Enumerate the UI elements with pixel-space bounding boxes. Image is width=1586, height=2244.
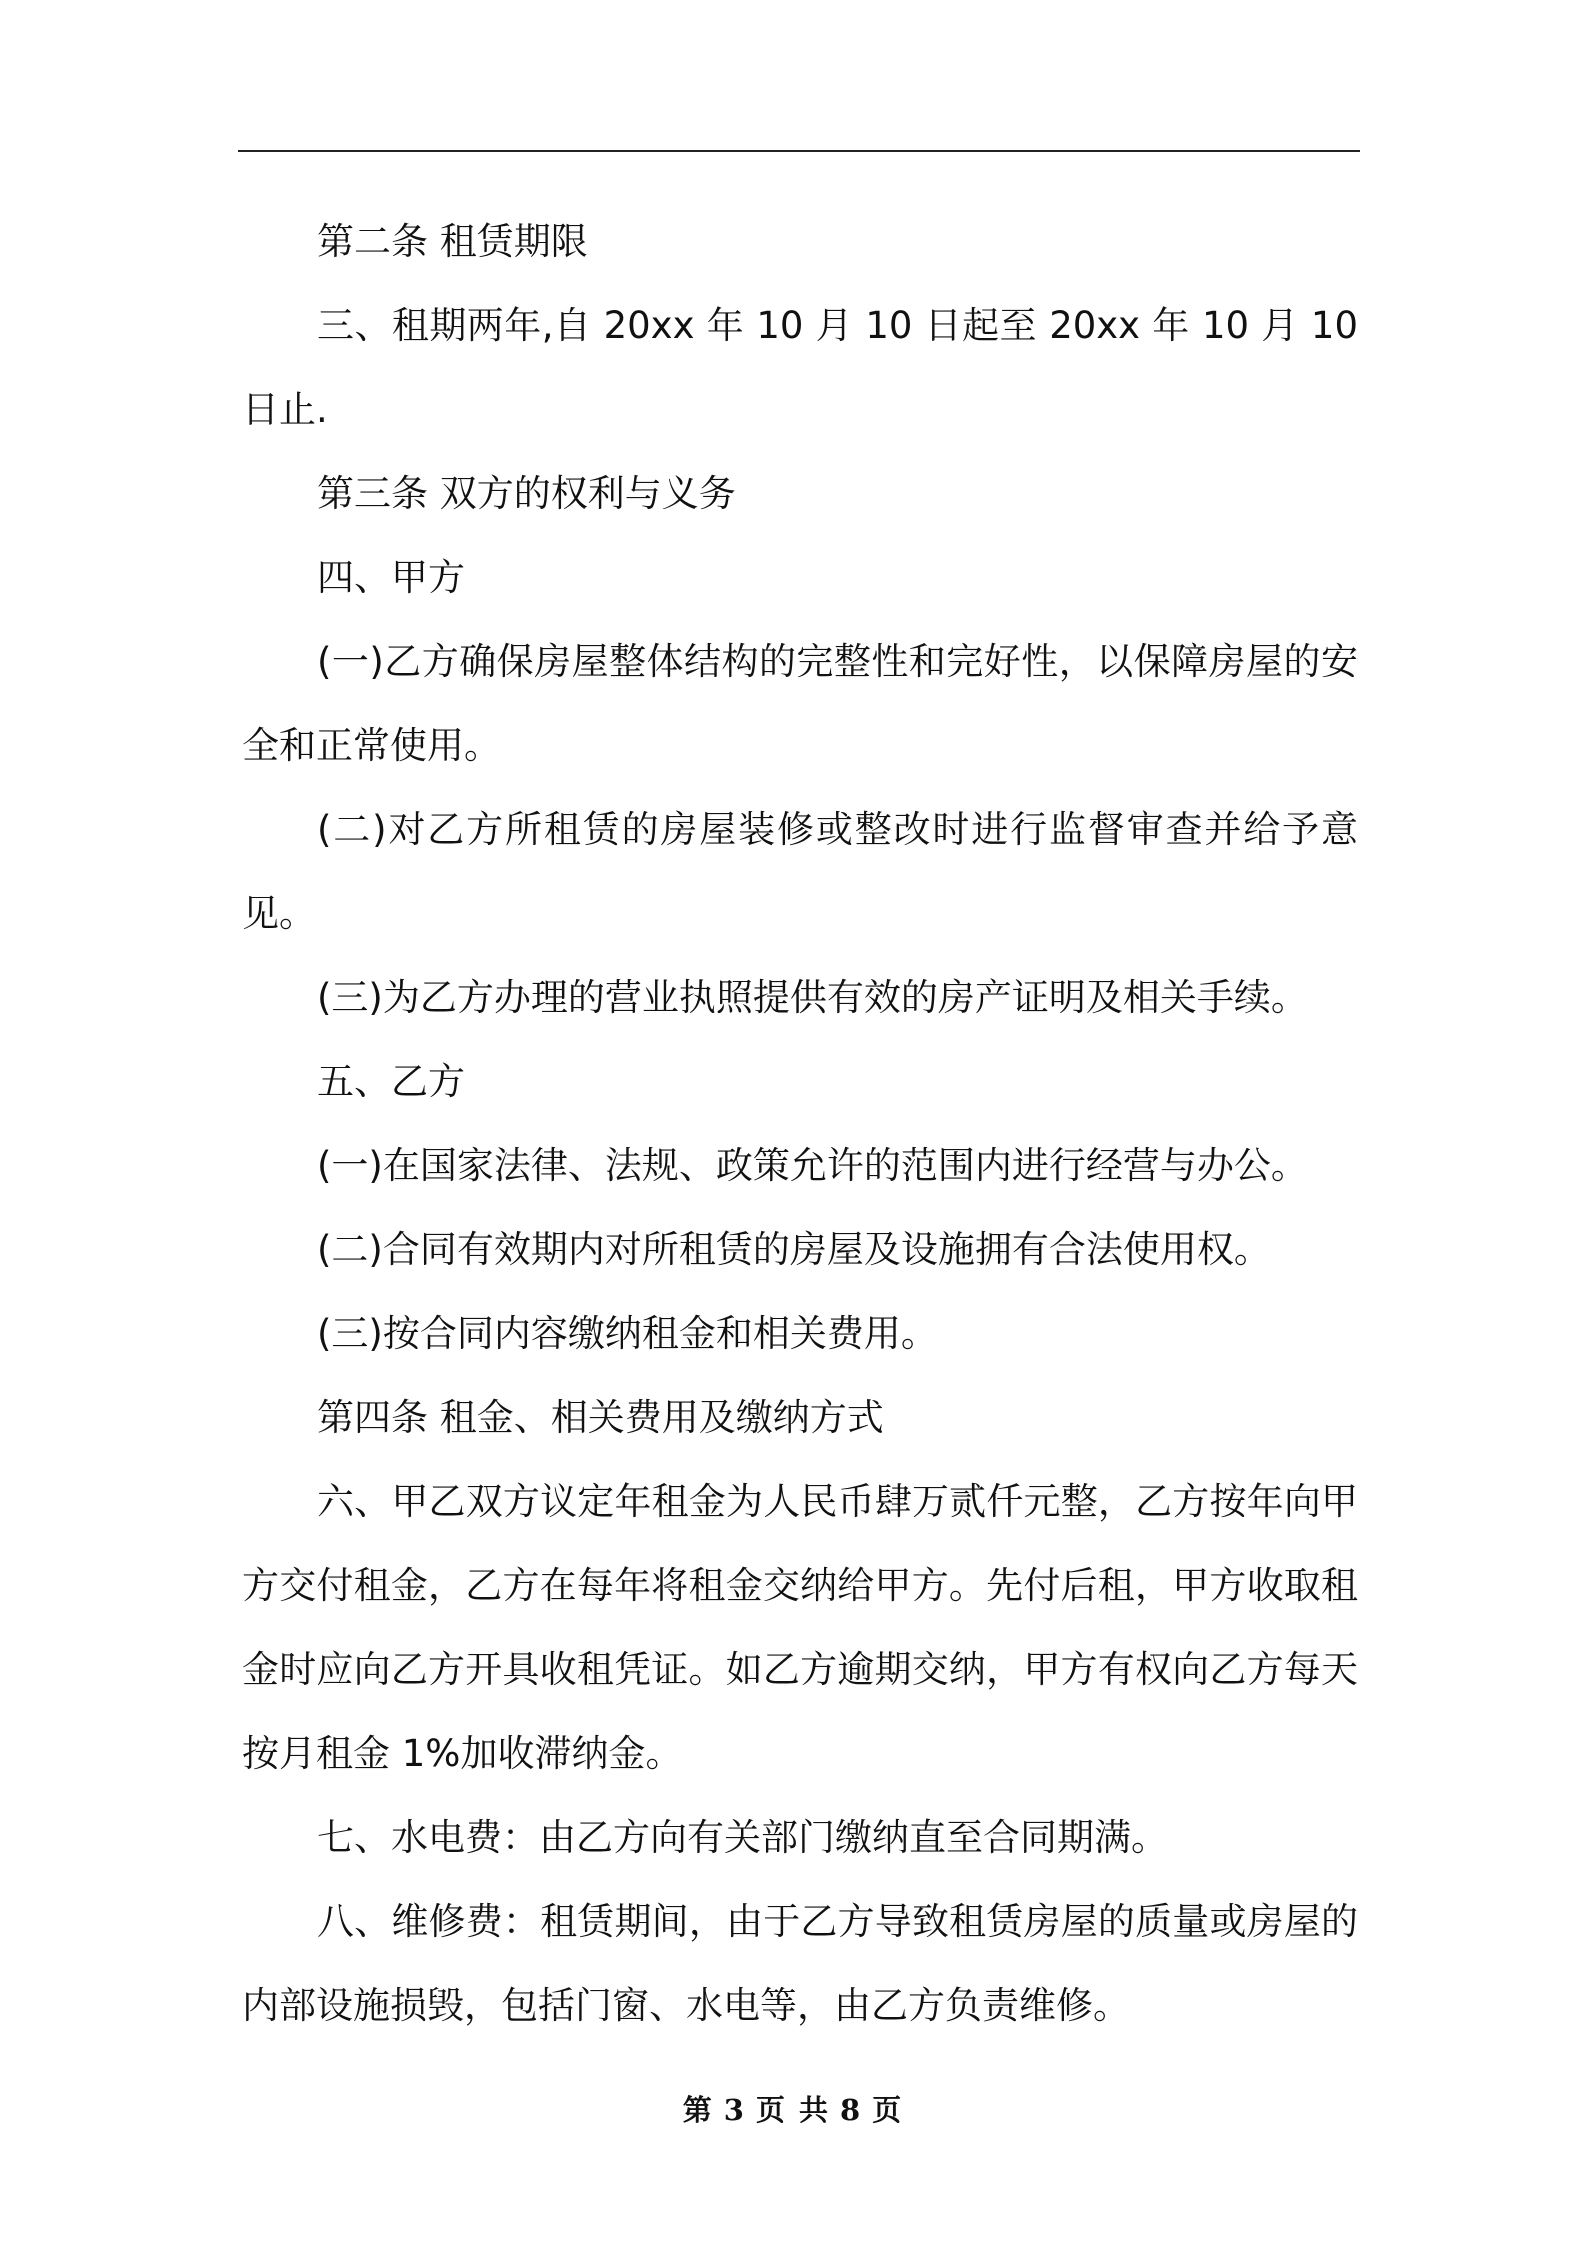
clause-4-party-a: 四、甲方 [317,556,465,599]
party-b-item-2: (二)合同有效期内对所租赁的房屋及设施拥有合法使用权。 [317,1228,1271,1271]
footer-prefix: 第 [682,2093,714,2127]
document-body [242,200,1358,2048]
party-b-item-1: (一)在国家法律、法规、政策允许的范围内进行经营与办公。 [317,1144,1308,1187]
article-3-heading: 第三条 双方的权利与义务 [317,472,736,515]
clause-5-party-b: 五、乙方 [317,1060,465,1103]
article-4-heading: 第四条 租金、相关费用及缴纳方式 [317,1396,884,1439]
header-rule [238,150,1360,152]
page-footer [0,2090,1586,2130]
clause-6-rent: 六、甲乙双方议定年租金为人民币肆万贰仟元整，乙方按年向甲方交付租金，乙方在每年将租金交纳给甲方。先付后租，甲方收取租金时应向乙方开具收租凭证。如乙方逾期交纳，甲方有权向乙方每天按月租金 1%加收滞纳金。 [242,1480,1358,1775]
party-a-item-2: (二)对乙方所租赁的房屋装修或整改时进行监督审查并给予意见。 [242,808,1358,935]
article-2-heading: 第二条 租赁期限 [317,220,588,263]
party-b-item-3: (三)按合同内容缴纳租金和相关费用。 [317,1312,938,1355]
party-a-item-3: (三)为乙方办理的营业执照提供有效的房产证明及相关手续。 [317,976,1308,1019]
footer-suffix: 页 [872,2093,904,2127]
clause-7-utilities: 七、水电费：由乙方向有关部门缴纳直至合同期满。 [317,1816,1168,1859]
clause-3-lease-term: 三、租期两年,自 20xx 年 10 月 10 日起至 20xx 年 10 月 10 日止. [242,304,1358,431]
clause-8-maintenance: 八、维修费：租赁期间，由于乙方导致租赁房屋的质量或房屋的内部设施损毁，包括门窗、水电等，由乙方负责维修。 [242,1900,1358,2027]
footer-current-page: 3 [723,2093,746,2127]
footer-middle: 页 共 [755,2093,831,2127]
party-a-item-1: (一)乙方确保房屋整体结构的完整性和完好性，以保障房屋的安全和正常使用。 [242,640,1358,767]
footer-total-pages: 8 [840,2093,863,2127]
